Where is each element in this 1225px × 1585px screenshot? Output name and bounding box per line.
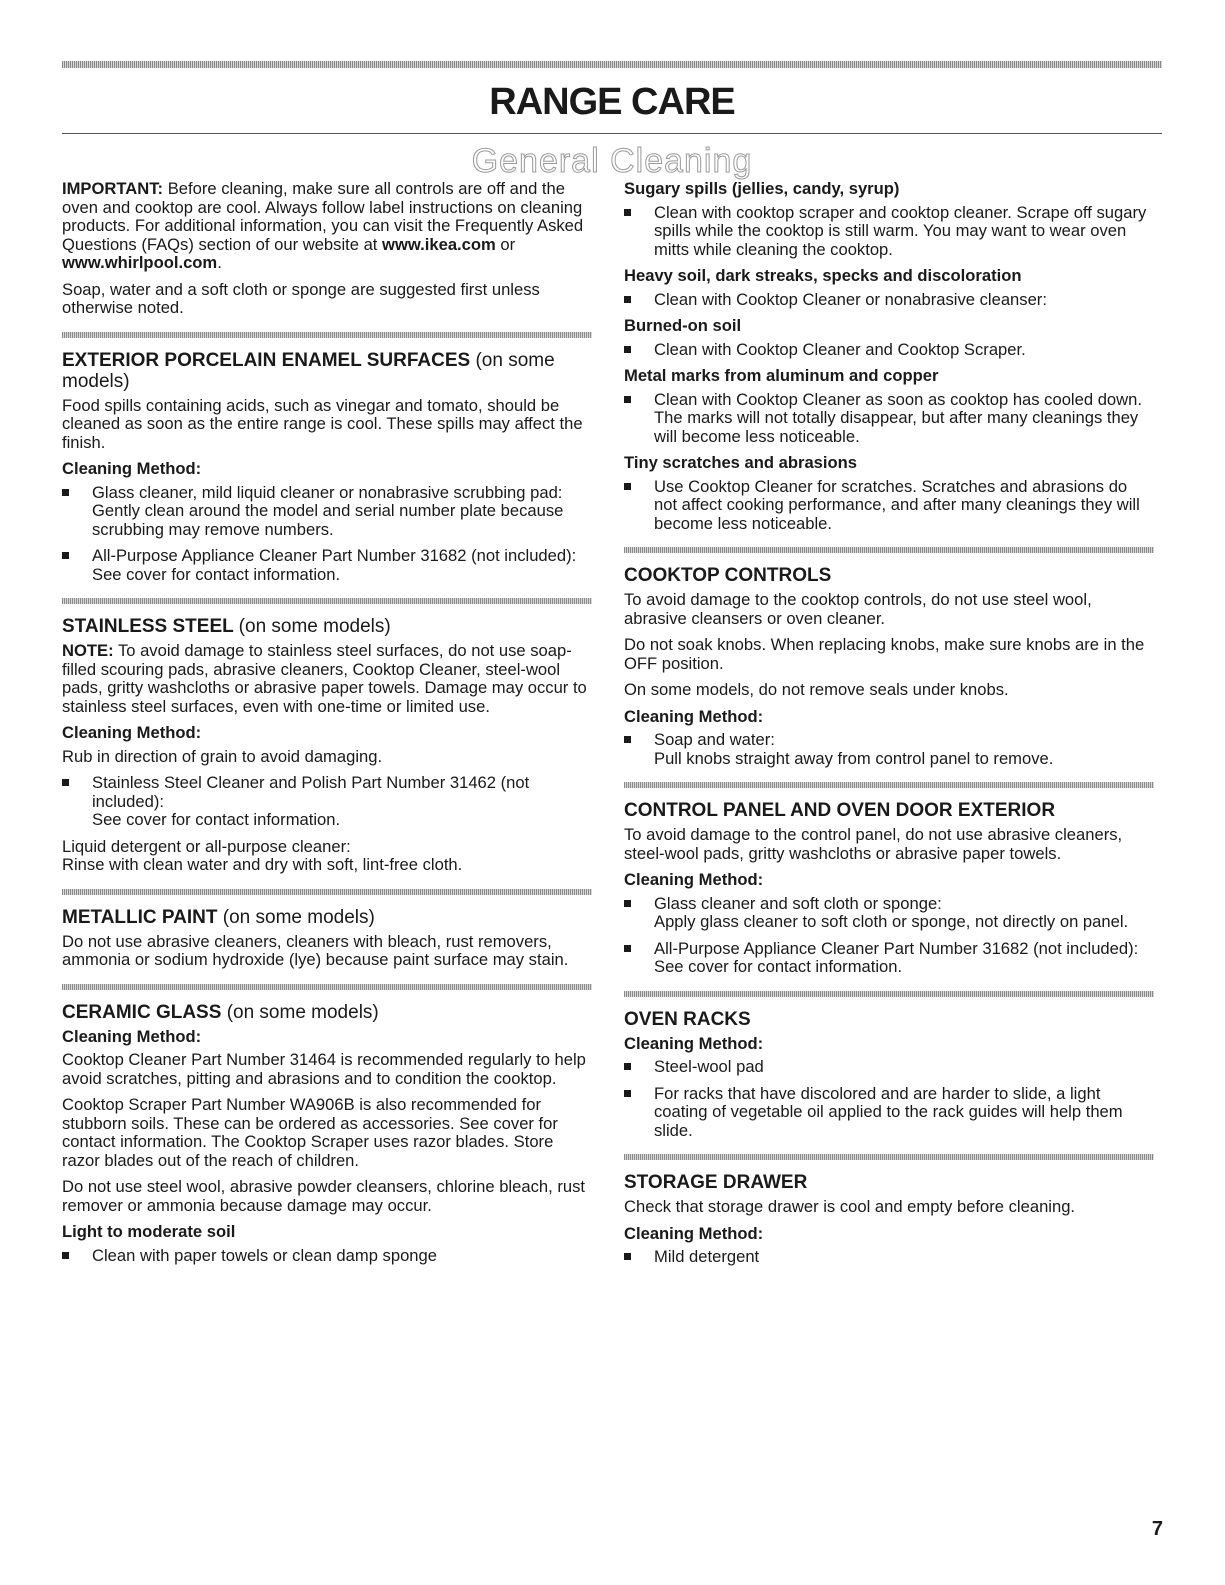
stainless-liquid-line-1: Liquid detergent or all-purpose cleaner:: [62, 836, 351, 856]
section-divider: [62, 984, 592, 990]
important-label: IMPORTANT:: [62, 179, 164, 198]
heavy-soil-bullet: Clean with Cooktop Cleaner or nonabrasive cleanser:: [624, 291, 1154, 310]
note-label: NOTE:: [62, 641, 114, 660]
enamel-bullet-2-line-2: See cover for contact information.: [92, 564, 341, 584]
metallic-text: Do not use abrasive cleaners, cleaners with bleach, rust removers, ammonia or sodium hydroxide (lye) because paint surface may stain.: [62, 931, 569, 969]
enamel-bullet-1-line-1: Glass cleaner, mild liquid cleaner or nonabrasive scrubbing pad:: [92, 482, 563, 502]
section-divider: [624, 547, 1154, 553]
important-paragraph: [62, 180, 592, 273]
section-divider: [62, 598, 592, 604]
top-decorative-rule: [62, 61, 1162, 68]
tiny-scratches-heading: Tiny scratches and abrasions: [624, 453, 858, 472]
stainless-title: STAINLESS STEEL: [62, 616, 234, 637]
racks-bullet-1: Steel-wool pad: [624, 1058, 1154, 1077]
drawer-text: Check that storage drawer is cool and empty before cleaning.: [624, 1197, 1076, 1216]
important-text: Before cleaning, make sure all controls are off and the oven and cooktop are cool. Always follow label instructions on cleaning products. For additional information, you can visit the Frequently Asked Questions (FAQs) section of our website at: [62, 179, 584, 254]
stainless-bullet-1: [62, 774, 592, 830]
enamel-qualifier: (on some models): [62, 349, 555, 392]
controls-bullet-1: [624, 731, 1154, 768]
stainless-bullet-1-line-2: See cover for contact information.: [92, 810, 341, 829]
racks-method-label: Cleaning Method:: [624, 1033, 764, 1053]
panel-bullet-2-line-1: All-Purpose Appliance Cleaner Part Number 31682 (not included):: [654, 938, 1139, 958]
burned-soil-bullet: Clean with Cooktop Cleaner and Cooktop Scraper.: [624, 341, 1154, 360]
drawer-bullet-1: Mild detergent: [624, 1248, 1154, 1267]
stainless-liquid-paragraph: [62, 838, 592, 875]
metallic-qualifier: (on some models): [222, 906, 375, 928]
note-text: To avoid damage to stainless steel surfaces, do not use soap-filled scouring pads, abrasive cleaners, Cooktop Cleaner, steel-wool pads, gritty washcloths or abrasive paper towels. Damage may occur to stainless steel surfaces, even with one-time or limited use.: [62, 641, 587, 716]
period: .: [217, 253, 222, 272]
controls-paragraph-1: To avoid damage to the cooktop controls, do not use steel wool, abrasive cleansers or oven cleaner.: [624, 590, 1092, 628]
controls-bullet-1-line-1: Soap and water:: [654, 730, 775, 749]
panel-bullet-1-line-2: Apply glass cleaner to soft cloth or sponge, not directly on panel.: [654, 912, 1129, 931]
enamel-bullet-1-line-2: Gently clean around the model and serial number plate because scrubbing may remove numbers.: [92, 501, 564, 539]
section-divider: [62, 889, 592, 895]
ceramic-paragraph-2: Cooktop Scraper Part Number WA906B is also recommended for stubborn soils. These can be ordered as accessories. See cover for contact information. The Cooktop Scraper uses razor blades. Store razor blades out of the reach of children.: [62, 1095, 558, 1170]
enamel-bullet-2-line-1: All-Purpose Appliance Cleaner Part Number 31682 (not included):: [92, 546, 577, 565]
enamel-title: EXTERIOR PORCELAIN ENAMEL SURFACES: [62, 349, 471, 371]
sugary-bullet: Clean with cooktop scraper and cooktop cleaner. Scrape off sugary spills while the cooktop is still warm. You may want to wear oven mitts while cleaning the cooktop.: [624, 204, 1154, 260]
section-divider: [624, 782, 1154, 788]
ceramic-method-label: Cleaning Method:: [62, 1026, 202, 1046]
soap-paragraph: Soap, water and a soft cloth or sponge are suggested first unless otherwise noted.: [62, 279, 540, 317]
enamel-method-label: Cleaning Method:: [62, 459, 202, 478]
page-title: RANGE CARE: [489, 81, 735, 123]
oven-racks-title: OVEN RACKS: [624, 1008, 751, 1030]
panel-bullet-1-line-1: Glass cleaner and soft cloth or sponge:: [654, 893, 942, 913]
section-divider: [624, 991, 1154, 997]
enamel-bullet-1: [62, 484, 592, 540]
ceramic-qualifier: (on some models): [226, 1001, 379, 1023]
storage-drawer-title: STORAGE DRAWER: [624, 1172, 808, 1193]
stainless-liquid-line-2: Rinse with clean water and dry with soft, lint-free cloth.: [62, 855, 463, 874]
panel-text: To avoid damage to the control panel, do not use abrasive cleaners, steel-wool pads, gritty washcloths or abrasive paper towels.: [624, 825, 1123, 863]
light-soil-bullet: Clean with paper towels or clean damp sponge: [62, 1247, 592, 1266]
panel-bullet-2: [624, 940, 1154, 977]
burned-soil-heading: Burned-on soil: [624, 316, 742, 335]
tiny-scratches-bullet: Use Cooktop Cleaner for scratches. Scratches and abrasions do not affect cooking performance, and after many cleanings they will become less noticeable.: [624, 478, 1154, 534]
panel-bullet-1: [624, 895, 1154, 932]
page-number: 7: [1151, 1518, 1163, 1540]
ceramic-paragraph-3: Do not use steel wool, abrasive powder cleansers, chlorine bleach, rust remover or ammonia because damage may occur.: [62, 1177, 585, 1215]
title-rule: [62, 133, 1162, 134]
section-heading: General Cleaning: [471, 142, 753, 180]
ikea-link[interactable]: www.ikea.com: [382, 234, 496, 254]
enamel-heading: [62, 350, 592, 392]
controls-paragraph-2: Do not soak knobs. When replacing knobs, make sure knobs are in the OFF position.: [624, 635, 1145, 673]
sugary-heading: Sugary spills (jellies, candy, syrup): [624, 179, 900, 198]
metallic-title: METALLIC PAINT: [62, 906, 218, 928]
stainless-method-label: Cleaning Method:: [62, 723, 202, 742]
controls-paragraph-3: On some models, do not remove seals under knobs.: [624, 680, 1009, 699]
stainless-bullet-1-line-1: Stainless Steel Cleaner and Polish Part Number 31462 (not included):: [92, 773, 530, 811]
drawer-method-label: Cleaning Method:: [624, 1223, 764, 1243]
controls-bullet-1-line-2: Pull knobs straight away from control panel to remove.: [654, 748, 1054, 768]
ceramic-paragraph-1: Cooktop Cleaner Part Number 31464 is recommended regularly to help avoid scratches, pitting and abrasions and to condition the cooktop.: [62, 1050, 586, 1088]
metal-marks-bullet: Clean with Cooktop Cleaner as soon as cooktop has cooled down. The marks will not totally disappear, but after many cleanings they will become less noticeable.: [624, 391, 1154, 447]
racks-bullet-2: For racks that have discolored and are harder to slide, a light coating of vegetable oil applied to the rack guides will help them slide.: [624, 1085, 1154, 1141]
stainless-qualifier: (on some models): [238, 616, 391, 637]
stainless-heading: [62, 616, 592, 637]
enamel-text: Food spills containing acids, such as vinegar and tomato, should be cleaned as soon as the entire range is cool. These spills may affect the finish.: [62, 395, 583, 452]
cooktop-controls-title: COOKTOP CONTROLS: [624, 565, 832, 586]
metallic-heading: [62, 907, 592, 928]
panel-method-label: Cleaning Method:: [624, 870, 764, 889]
control-panel-title: CONTROL PANEL AND OVEN DOOR EXTERIOR: [624, 800, 1056, 821]
ceramic-title: CERAMIC GLASS: [62, 1001, 222, 1023]
controls-method-label: Cleaning Method:: [624, 706, 764, 726]
metal-marks-heading: Metal marks from aluminum and copper: [624, 366, 939, 385]
ceramic-heading: [62, 1002, 592, 1023]
section-divider: [624, 1154, 1154, 1160]
stainless-note: [62, 642, 592, 716]
panel-bullet-2-line-2: See cover for contact information.: [654, 957, 903, 976]
enamel-bullet-2: [62, 547, 592, 584]
stainless-rub-text: Rub in direction of grain to avoid damaging.: [62, 746, 383, 766]
light-soil-heading: Light to moderate soil: [62, 1222, 236, 1241]
heavy-soil-heading: Heavy soil, dark streaks, specks and discoloration: [624, 266, 1022, 285]
right-column: [624, 180, 1154, 1275]
left-column: [62, 180, 592, 1273]
or-text: or: [500, 234, 516, 254]
whirlpool-link[interactable]: www.whirlpool.com: [62, 253, 218, 272]
section-divider: [62, 332, 592, 338]
